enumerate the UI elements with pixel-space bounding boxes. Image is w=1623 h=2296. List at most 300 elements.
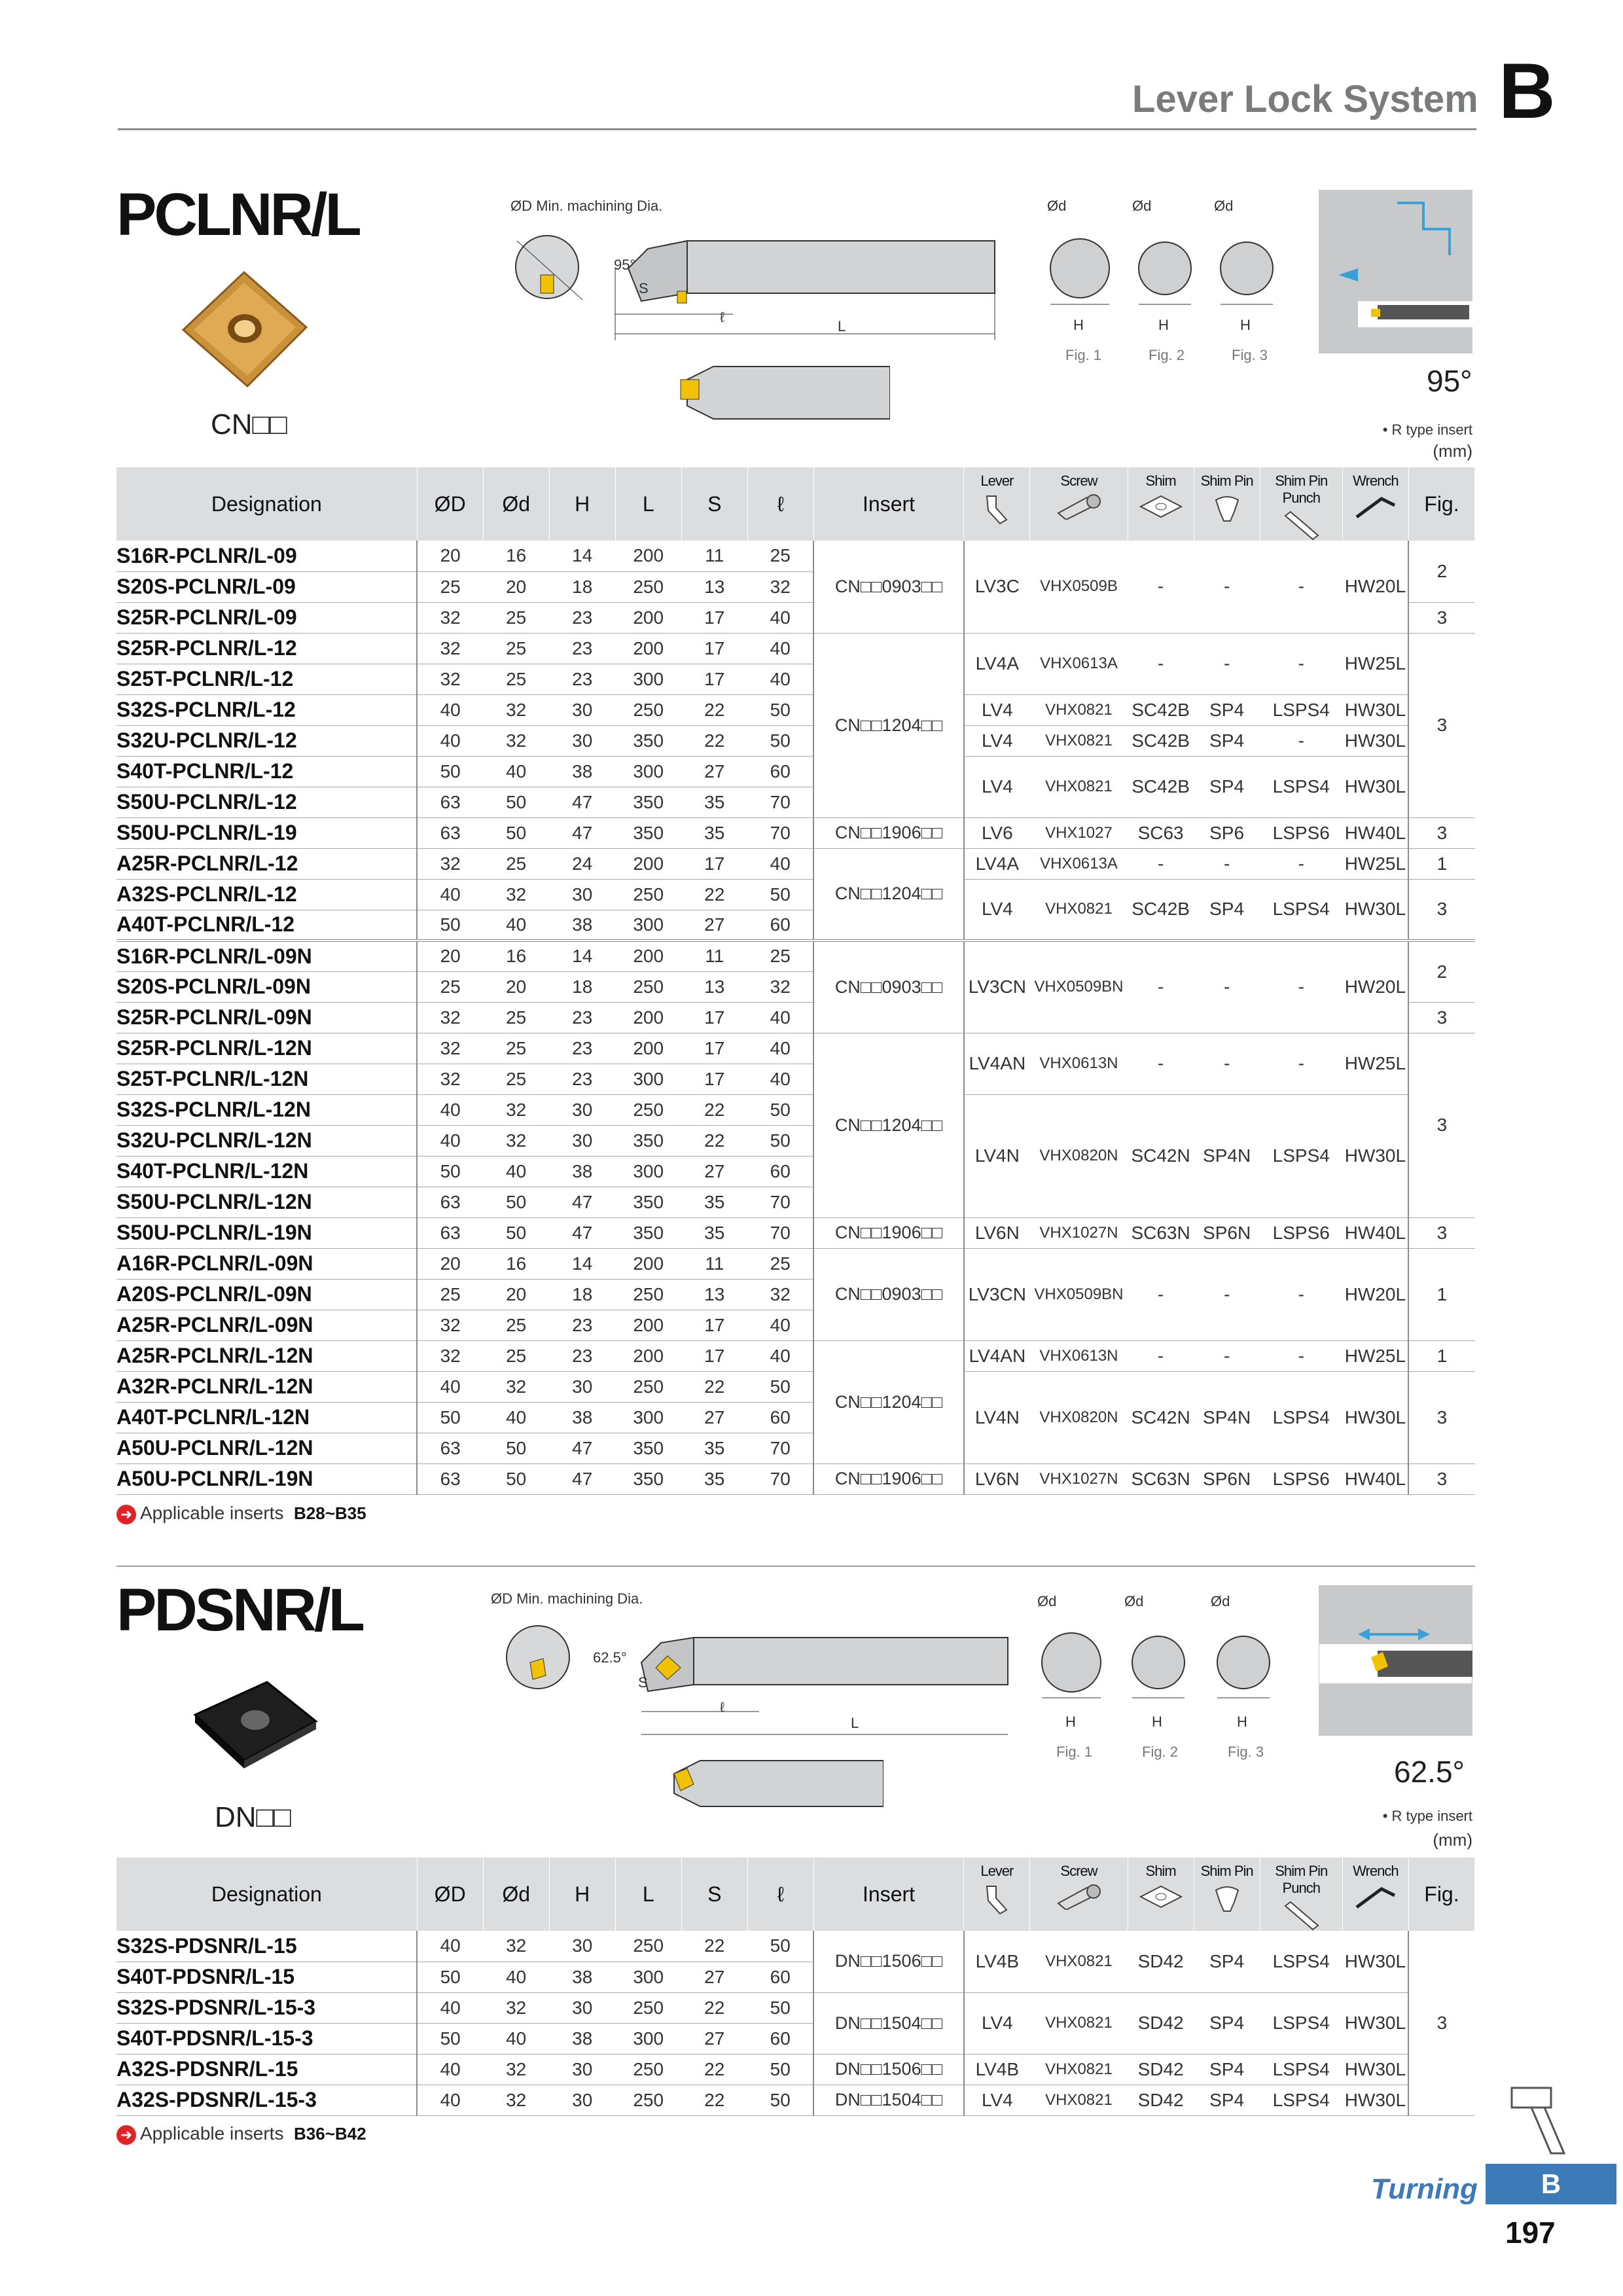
fig2-caption: Fig. 2: [1149, 347, 1185, 363]
cell-h: 30: [549, 1125, 615, 1156]
cell-shim-pin-punch: LSPS4: [1260, 1094, 1342, 1217]
cell-shim-pin-punch: LSPS6: [1260, 1463, 1342, 1494]
cell-l: 40: [747, 633, 813, 664]
cell-shim-pin-punch: -: [1260, 848, 1342, 879]
cell-designation: A40T-PCLNR/L-12N: [116, 1402, 417, 1433]
min-dia-label: ØD Min. machining Dia.: [510, 198, 663, 214]
cell-d: 40: [483, 1156, 549, 1187]
applicable-inserts-1: [116, 1503, 366, 1524]
cell-screw: VHX0821: [1030, 756, 1128, 817]
cell-s: 22: [681, 1094, 747, 1125]
cell-fig: 3: [1408, 602, 1474, 633]
cell-h: 47: [549, 817, 615, 848]
cell-d: 50: [483, 1217, 549, 1248]
cell-wrench: HW20L: [1342, 1248, 1408, 1340]
cell-shim: -: [1128, 1033, 1194, 1094]
cell-l: 50: [747, 1125, 813, 1156]
cell-L: 200: [615, 848, 681, 879]
fig2-h-label: H: [1158, 317, 1169, 333]
cell-designation: S50U-PCLNR/L-19: [116, 817, 417, 848]
cell-insert: CN□□1204□□: [813, 1033, 964, 1217]
shim-pin-icon: [1194, 1884, 1260, 1914]
cell-d: 40: [483, 1402, 549, 1433]
cell-shim-pin-punch: -: [1260, 541, 1342, 633]
cell-od: 40: [417, 2054, 483, 2085]
cell-shim-pin: -: [1194, 633, 1260, 694]
cell-s: 27: [681, 756, 747, 787]
cell-l: 40: [747, 1002, 813, 1033]
cell-shim: SC42B: [1128, 756, 1194, 817]
cell-shim: SC42B: [1128, 694, 1194, 725]
cell-d: 40: [483, 756, 549, 787]
cell-wrench: HW30L: [1342, 1931, 1408, 1992]
cell-l: 60: [747, 910, 813, 941]
applicable-pages-link[interactable]: B36~B42: [294, 2124, 366, 2144]
cell-shim-pin-punch: LSPS4: [1260, 2054, 1342, 2085]
cell-shim-pin: -: [1194, 1340, 1260, 1371]
cell-s: 11: [681, 541, 747, 571]
cell-shim-pin-punch: LSPS6: [1260, 1217, 1342, 1248]
cell-fig: 1: [1408, 1340, 1474, 1371]
cell-d: 32: [483, 1371, 549, 1402]
cell-h: 14: [549, 941, 615, 971]
cell-l: 60: [747, 2023, 813, 2054]
cell-d: 50: [483, 817, 549, 848]
cell-L: 300: [615, 1156, 681, 1187]
cell-s: 17: [681, 1340, 747, 1371]
cell-L: 350: [615, 1433, 681, 1463]
cell-shim: -: [1128, 1248, 1194, 1340]
cell-designation: A20S-PCLNR/L-09N: [116, 1279, 417, 1310]
cell-h: 14: [549, 541, 615, 571]
cell-designation: S40T-PDSNR/L-15: [116, 1962, 417, 1992]
cell-od: 40: [417, 694, 483, 725]
cell-screw: VHX0821: [1030, 1931, 1128, 1992]
cell-d: 32: [483, 1931, 549, 1962]
cell-L: 350: [615, 1187, 681, 1217]
header-wrench: [1342, 467, 1408, 541]
cell-od: 32: [417, 1340, 483, 1371]
cell-wrench: HW30L: [1342, 725, 1408, 756]
table-row: [116, 848, 1475, 879]
dn-insert-image: [182, 1676, 326, 1774]
table-row: [116, 1248, 1475, 1279]
min-dia-circle-diagram: [510, 215, 589, 319]
cell-fig: 1: [1408, 848, 1474, 879]
cell-lever: LV4AN: [964, 1340, 1030, 1371]
cell-wrench: HW40L: [1342, 1463, 1408, 1494]
fig1-od-label: Ød: [1047, 198, 1067, 214]
cell-s: 35: [681, 817, 747, 848]
cell-od: 63: [417, 1433, 483, 1463]
cell-s: 27: [681, 1156, 747, 1187]
cell-wrench: HW30L: [1342, 2054, 1408, 2085]
table-row: [116, 941, 1475, 971]
cell-shim: SC42B: [1128, 725, 1194, 756]
dim-l-small-label: ℓ: [720, 309, 725, 325]
cell-shim: SD42: [1128, 1931, 1194, 1992]
cell-od: 40: [417, 1094, 483, 1125]
cell-L: 300: [615, 910, 681, 941]
screw-icon: [1030, 493, 1127, 520]
cell-fig: 3: [1408, 1931, 1474, 2115]
cell-l: 32: [747, 571, 813, 602]
cell-L: 300: [615, 664, 681, 694]
cell-fig: 2: [1408, 541, 1474, 602]
cell-shim-pin: SP4: [1194, 1992, 1260, 2054]
applicable-inserts-2: [116, 2123, 366, 2145]
cell-wrench: HW30L: [1342, 1992, 1408, 2054]
dim-s-label-2: S: [638, 1674, 648, 1691]
cell-lever: LV4A: [964, 848, 1030, 879]
cell-d: 50: [483, 1463, 549, 1494]
lever-icon: [964, 1884, 1029, 1915]
fig2-caption-2: Fig. 2: [1142, 1744, 1179, 1760]
header-L: L: [615, 467, 681, 541]
header-d: Ød: [483, 1857, 549, 1931]
cell-L: 250: [615, 879, 681, 910]
cell-d: 16: [483, 541, 549, 571]
cell-l: 32: [747, 1279, 813, 1310]
cell-od: 40: [417, 2085, 483, 2115]
cell-shim-pin: SP4: [1194, 1931, 1260, 1992]
cell-h: 30: [549, 694, 615, 725]
pdsnr-spec-table: [116, 1857, 1475, 2116]
fig1-h-label: H: [1073, 317, 1084, 333]
cell-L: 250: [615, 571, 681, 602]
cell-L: 300: [615, 756, 681, 787]
cell-d: 32: [483, 1992, 549, 2023]
cell-od: 40: [417, 725, 483, 756]
cell-L: 200: [615, 602, 681, 633]
cell-wrench: HW20L: [1342, 941, 1408, 1033]
cell-s: 35: [681, 1463, 747, 1494]
header-fig: Fig.: [1408, 467, 1474, 541]
header-l: ℓ: [747, 467, 813, 541]
cell-d: 50: [483, 1187, 549, 1217]
header-d: Ød: [483, 467, 549, 541]
cell-shim-pin-punch: LSPS6: [1260, 817, 1342, 848]
cell-wrench: HW30L: [1342, 879, 1408, 941]
shim-icon: [1128, 1884, 1194, 1910]
cell-insert: DN□□1504□□: [813, 2085, 964, 2115]
cell-h: 47: [549, 1187, 615, 1217]
page-number: 197: [1505, 2215, 1556, 2250]
header-shim-pin-label: Shim Pin: [1200, 473, 1253, 489]
boring-bar-top-view-2: [654, 1754, 883, 1826]
header-lever: [964, 467, 1030, 541]
cell-designation: S25R-PCLNR/L-09N: [116, 1002, 417, 1033]
cell-s: 35: [681, 787, 747, 817]
cell-d: 40: [483, 910, 549, 941]
cell-od: 63: [417, 1463, 483, 1494]
cell-insert: CN□□1204□□: [813, 848, 964, 941]
header-screw: [1030, 1857, 1128, 1931]
cell-designation: A25R-PCLNR/L-09N: [116, 1310, 417, 1340]
cell-s: 27: [681, 1402, 747, 1433]
cell-h: 24: [549, 848, 615, 879]
cell-lever: LV6N: [964, 1217, 1030, 1248]
cell-h: 47: [549, 1433, 615, 1463]
header-rule: [118, 128, 1476, 130]
cell-designation: A32S-PCLNR/L-12: [116, 879, 417, 910]
cell-od: 32: [417, 633, 483, 664]
cn-insert-image: [175, 267, 313, 391]
cell-h: 18: [549, 971, 615, 1002]
header-screw-label: Screw: [1060, 473, 1097, 489]
cell-designation: S25R-PCLNR/L-12: [116, 633, 417, 664]
bar-cross-section-figs-2: [1024, 1611, 1299, 1729]
cell-shim-pin-punch: LSPS4: [1260, 756, 1342, 817]
cell-od: 32: [417, 602, 483, 633]
cell-d: 25: [483, 1310, 549, 1340]
cell-l: 40: [747, 1340, 813, 1371]
cell-od: 63: [417, 1217, 483, 1248]
cell-L: 300: [615, 1064, 681, 1094]
cell-s: 35: [681, 1217, 747, 1248]
cell-screw: VHX0820N: [1030, 1094, 1128, 1217]
screw-icon: [1030, 1884, 1127, 1910]
cell-shim-pin: SP4N: [1194, 1094, 1260, 1217]
header-insert: Insert: [813, 467, 964, 541]
cell-screw: VHX0613N: [1030, 1340, 1128, 1371]
cell-designation: S32S-PDSNR/L-15-3: [116, 1992, 417, 2023]
cell-shim-pin-punch: -: [1260, 1248, 1342, 1340]
cell-designation: A50U-PCLNR/L-12N: [116, 1433, 417, 1463]
table-row: [116, 2085, 1475, 2115]
cell-shim-pin-punch: -: [1260, 1033, 1342, 1094]
page-section-letter: B: [1499, 47, 1556, 135]
cell-wrench: HW30L: [1342, 694, 1408, 725]
cell-d: 25: [483, 848, 549, 879]
cell-shim: -: [1128, 941, 1194, 1033]
cell-lever: LV4: [964, 1992, 1030, 2054]
cell-d: 25: [483, 1002, 549, 1033]
cell-d: 20: [483, 571, 549, 602]
shim-pin-icon: [1194, 493, 1260, 524]
cell-shim: -: [1128, 541, 1194, 633]
cell-L: 250: [615, 1094, 681, 1125]
cell-L: 300: [615, 1962, 681, 1992]
cell-h: 30: [549, 1094, 615, 1125]
cell-screw: VHX1027: [1030, 817, 1128, 848]
wrench-icon: [1343, 1884, 1408, 1910]
header-lever-label: Lever: [980, 473, 1014, 489]
lever-thumbnail-icon: [1505, 2081, 1590, 2160]
cell-L: 250: [615, 1371, 681, 1402]
header-shim: [1128, 1857, 1194, 1931]
cell-l: 60: [747, 1962, 813, 1992]
cell-designation: S16R-PCLNR/L-09N: [116, 941, 417, 971]
cell-h: 23: [549, 1340, 615, 1371]
cell-shim: SC63N: [1128, 1463, 1194, 1494]
cell-designation: S50U-PCLNR/L-19N: [116, 1217, 417, 1248]
cell-od: 50: [417, 1402, 483, 1433]
header-shim-label: Shim: [1145, 1863, 1176, 1879]
cell-designation: S16R-PCLNR/L-09: [116, 541, 417, 571]
cell-od: 50: [417, 1962, 483, 1992]
cell-h: 30: [549, 725, 615, 756]
r-type-note-1: • R type insert: [1382, 422, 1472, 438]
cell-od: 32: [417, 1002, 483, 1033]
unit-mm-1: (mm): [1433, 441, 1472, 461]
table-row: [116, 1033, 1475, 1064]
cell-l: 40: [747, 1033, 813, 1064]
cell-h: 14: [549, 1248, 615, 1279]
fig3-caption: Fig. 3: [1232, 347, 1268, 363]
cell-d: 25: [483, 1033, 549, 1064]
cell-shim-pin: SP4: [1194, 879, 1260, 941]
cell-h: 38: [549, 756, 615, 787]
cell-screw: VHX0509BN: [1030, 941, 1128, 1033]
cell-od: 40: [417, 1992, 483, 2023]
cell-shim-pin-punch: LSPS4: [1260, 1371, 1342, 1463]
header-insert: Insert: [813, 1857, 964, 1931]
cell-L: 350: [615, 725, 681, 756]
cell-h: 23: [549, 1310, 615, 1340]
cell-screw: VHX0613A: [1030, 848, 1128, 879]
cell-od: 63: [417, 1187, 483, 1217]
cell-h: 38: [549, 910, 615, 941]
cell-fig: 3: [1408, 1002, 1474, 1033]
header-D: ØD: [417, 1857, 483, 1931]
fig1-caption: Fig. 1: [1065, 347, 1102, 363]
header-shim-pin-punch: [1260, 1857, 1342, 1931]
cell-h: 30: [549, 1371, 615, 1402]
machining-illustration-2: [1319, 1585, 1472, 1736]
fig3-caption-2: Fig. 3: [1228, 1744, 1264, 1760]
cell-shim-pin: SP4: [1194, 694, 1260, 725]
cell-shim-pin-punch: -: [1260, 725, 1342, 756]
table-row: [116, 1931, 1475, 1962]
header-shim-pin-punch-label: Shim Pin Punch: [1275, 473, 1328, 506]
cell-od: 20: [417, 541, 483, 571]
cell-fig: 3: [1408, 1033, 1474, 1217]
fig2-h-label-2: H: [1152, 1713, 1162, 1730]
section-title-pdsnr: PDSNR/L: [116, 1577, 363, 1643]
cell-fig: 3: [1408, 1371, 1474, 1463]
cell-designation: A32S-PDSNR/L-15-3: [116, 2085, 417, 2115]
cell-h: 47: [549, 1217, 615, 1248]
cell-shim-pin: -: [1194, 1033, 1260, 1094]
cell-L: 350: [615, 1463, 681, 1494]
table-row: [116, 756, 1475, 787]
cell-d: 40: [483, 1962, 549, 1992]
cell-screw: VHX0821: [1030, 1992, 1128, 2054]
cell-shim: SD42: [1128, 2054, 1194, 2085]
cell-designation: S25T-PCLNR/L-12: [116, 664, 417, 694]
cell-shim-pin: SP4: [1194, 2085, 1260, 2115]
cell-lever: LV4AN: [964, 1033, 1030, 1094]
cell-s: 11: [681, 1248, 747, 1279]
cell-s: 22: [681, 879, 747, 910]
cell-s: 27: [681, 1962, 747, 1992]
cell-L: 200: [615, 633, 681, 664]
cell-h: 30: [549, 2085, 615, 2115]
cell-designation: S32S-PCLNR/L-12: [116, 694, 417, 725]
applicable-pages-link[interactable]: B28~B35: [294, 1503, 366, 1523]
header-D: ØD: [417, 467, 483, 541]
cell-insert: CN□□1204□□: [813, 633, 964, 817]
cell-h: 18: [549, 571, 615, 602]
cell-designation: S25R-PCLNR/L-09: [116, 602, 417, 633]
table-row: [116, 1217, 1475, 1248]
dim-s-label: S: [639, 280, 649, 296]
cell-od: 25: [417, 971, 483, 1002]
cell-screw: VHX0821: [1030, 2054, 1128, 2085]
cell-h: 38: [549, 2023, 615, 2054]
header-l: ℓ: [747, 1857, 813, 1931]
cell-h: 30: [549, 1931, 615, 1962]
cell-fig: 3: [1408, 879, 1474, 941]
cell-screw: VHX0509B: [1030, 541, 1128, 633]
cell-lever: LV4: [964, 694, 1030, 725]
cell-shim: SC42B: [1128, 879, 1194, 941]
cell-s: 13: [681, 971, 747, 1002]
cell-l: 70: [747, 787, 813, 817]
cell-d: 25: [483, 602, 549, 633]
cell-od: 50: [417, 910, 483, 941]
cell-d: 32: [483, 694, 549, 725]
cell-L: 350: [615, 1125, 681, 1156]
shim-icon: [1128, 493, 1194, 520]
header-shim: [1128, 467, 1194, 541]
cell-designation: S40T-PCLNR/L-12: [116, 756, 417, 787]
cell-s: 35: [681, 1187, 747, 1217]
cell-shim-pin: SP6N: [1194, 1463, 1260, 1494]
cell-d: 25: [483, 633, 549, 664]
cell-h: 23: [549, 1033, 615, 1064]
table-row: [116, 2054, 1475, 2085]
cell-L: 300: [615, 1402, 681, 1433]
cell-shim-pin-punch: LSPS4: [1260, 694, 1342, 725]
cell-lever: LV4N: [964, 1371, 1030, 1463]
cell-s: 17: [681, 848, 747, 879]
fig3-od-label-2: Ød: [1211, 1593, 1230, 1609]
shim-pin-punch-icon: [1260, 511, 1342, 541]
cell-shim-pin-punch: LSPS4: [1260, 2085, 1342, 2115]
table-row: [116, 1463, 1475, 1494]
cell-fig: 1: [1408, 1248, 1474, 1340]
boring-bar-side-view-2: [602, 1623, 1021, 1741]
fig2-od-label-2: Ød: [1124, 1593, 1144, 1609]
cell-d: 32: [483, 725, 549, 756]
insert-code-cn: CN□□: [211, 408, 287, 440]
cell-wrench: HW25L: [1342, 1340, 1408, 1371]
cell-insert: DN□□1504□□: [813, 1992, 964, 2054]
header-H: H: [549, 1857, 615, 1931]
cell-od: 20: [417, 941, 483, 971]
cell-h: 23: [549, 1002, 615, 1033]
wrench-icon: [1343, 493, 1408, 520]
cell-l: 60: [747, 1402, 813, 1433]
cell-l: 50: [747, 879, 813, 910]
cell-l: 70: [747, 1187, 813, 1217]
cell-wrench: HW25L: [1342, 633, 1408, 694]
cell-shim-pin: SP4N: [1194, 1371, 1260, 1463]
cell-od: 40: [417, 1371, 483, 1402]
cell-s: 22: [681, 1992, 747, 2023]
cell-h: 30: [549, 2054, 615, 2085]
cell-shim-pin: -: [1194, 1248, 1260, 1340]
cell-wrench: HW25L: [1342, 1033, 1408, 1094]
header-L: L: [615, 1857, 681, 1931]
cell-wrench: HW40L: [1342, 1217, 1408, 1248]
insert-code-dn: DN□□: [215, 1801, 291, 1833]
section-divider: [116, 1566, 1475, 1567]
cell-L: 200: [615, 941, 681, 971]
cell-shim-pin-punch: LSPS4: [1260, 879, 1342, 941]
